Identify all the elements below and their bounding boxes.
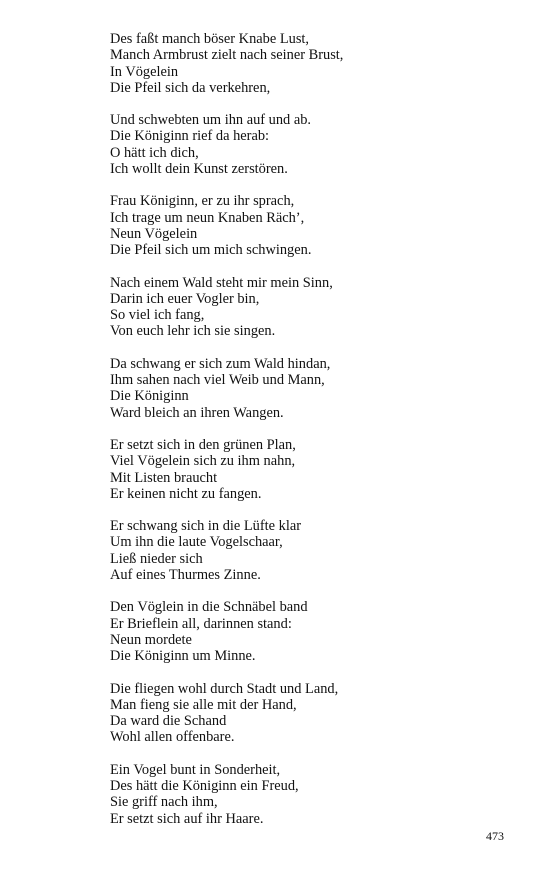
poem-line: Frau Königinn, er zu ihr sprach, <box>110 193 295 210</box>
stanza <box>110 193 530 258</box>
poem-line: Ich wollt dein Kunst zerstören. <box>110 161 288 178</box>
poem-line: Ein Vogel bunt in Sonderheit, <box>110 761 281 778</box>
poem-line: Da ward die Schand <box>110 713 227 730</box>
stanza <box>110 31 530 96</box>
poem-line: Ließ nieder sich <box>110 550 203 567</box>
stanza <box>110 518 530 583</box>
poem-line: Manch Armbrust zielt nach seiner Brust, <box>110 47 344 64</box>
stanza <box>110 356 530 421</box>
poem-line: Auf eines Thurmes Zinne. <box>110 567 261 584</box>
poem-line: Den Vöglein in die Schnäbel band <box>110 599 308 616</box>
poem-line: Viel Vögelein sich zu ihm nahn, <box>110 453 296 470</box>
poem-line: Die Pfeil sich da verkehren, <box>110 79 271 96</box>
poem-line: Die Königinn um Minne. <box>110 648 256 665</box>
poem-line: Nach einem Wald steht mir mein Sinn, <box>110 274 333 291</box>
poem-line: Man fieng sie alle mit der Hand, <box>110 696 297 713</box>
poem-line: Die fliegen wohl durch Stadt und Land, <box>110 680 339 697</box>
stanza <box>110 437 530 502</box>
poem-line: Da schwang er sich zum Wald hindan, <box>110 355 331 372</box>
poem-line: Ward bleich an ihren Wangen. <box>110 404 284 421</box>
poem-line: Um ihn die laute Vogelschaar, <box>110 534 283 551</box>
poem-line: Wohl allen offenbare. <box>110 729 235 746</box>
stanza <box>110 762 530 827</box>
poem-line: Neun mordete <box>110 631 192 648</box>
poem-text <box>110 31 530 843</box>
poem-line: Mit Listen braucht <box>110 469 218 486</box>
stanza <box>110 275 530 340</box>
stanza <box>110 681 530 746</box>
poem-line: Er setzt sich in den grünen Plan, <box>110 436 296 453</box>
poem-line: Er schwang sich in die Lüfte klar <box>110 518 302 535</box>
poem-line: In Vögelein <box>110 63 179 80</box>
page-number: 473 <box>486 829 504 843</box>
poem-line: Die Königinn rief da herab: <box>110 128 270 145</box>
poem-line: Von euch lehr ich sie singen. <box>110 323 276 340</box>
poem-line: Die Pfeil sich um mich schwingen. <box>110 242 312 259</box>
poem-line: O hätt ich dich, <box>110 144 199 161</box>
poem-line: Ich trage um neun Knaben Räch’, <box>110 209 305 226</box>
poem-line: Er setzt sich auf ihr Haare. <box>110 810 264 827</box>
poem-line: So viel ich fang, <box>110 307 205 324</box>
poem-line: Er Brieflein all, darinnen stand: <box>110 615 292 632</box>
stanza <box>110 599 530 664</box>
poem-line: Ihm sahen nach viel Weib und Mann, <box>110 372 325 389</box>
poem-line: Er keinen nicht zu fangen. <box>110 485 262 502</box>
poem-line: Und schwebten um ihn auf und ab. <box>110 112 312 129</box>
poem-line: Des hätt die Königinn ein Freud, <box>110 777 299 794</box>
poem-line: Neun Vögelein <box>110 225 198 242</box>
poem-line: Des faßt manch böser Knabe Lust, <box>110 31 310 47</box>
stanza <box>110 112 530 177</box>
poem-line: Die Königinn <box>110 388 189 405</box>
poem-line: Darin ich euer Vogler bin, <box>110 290 260 307</box>
poem-line: Sie griff nach ihm, <box>110 794 218 811</box>
